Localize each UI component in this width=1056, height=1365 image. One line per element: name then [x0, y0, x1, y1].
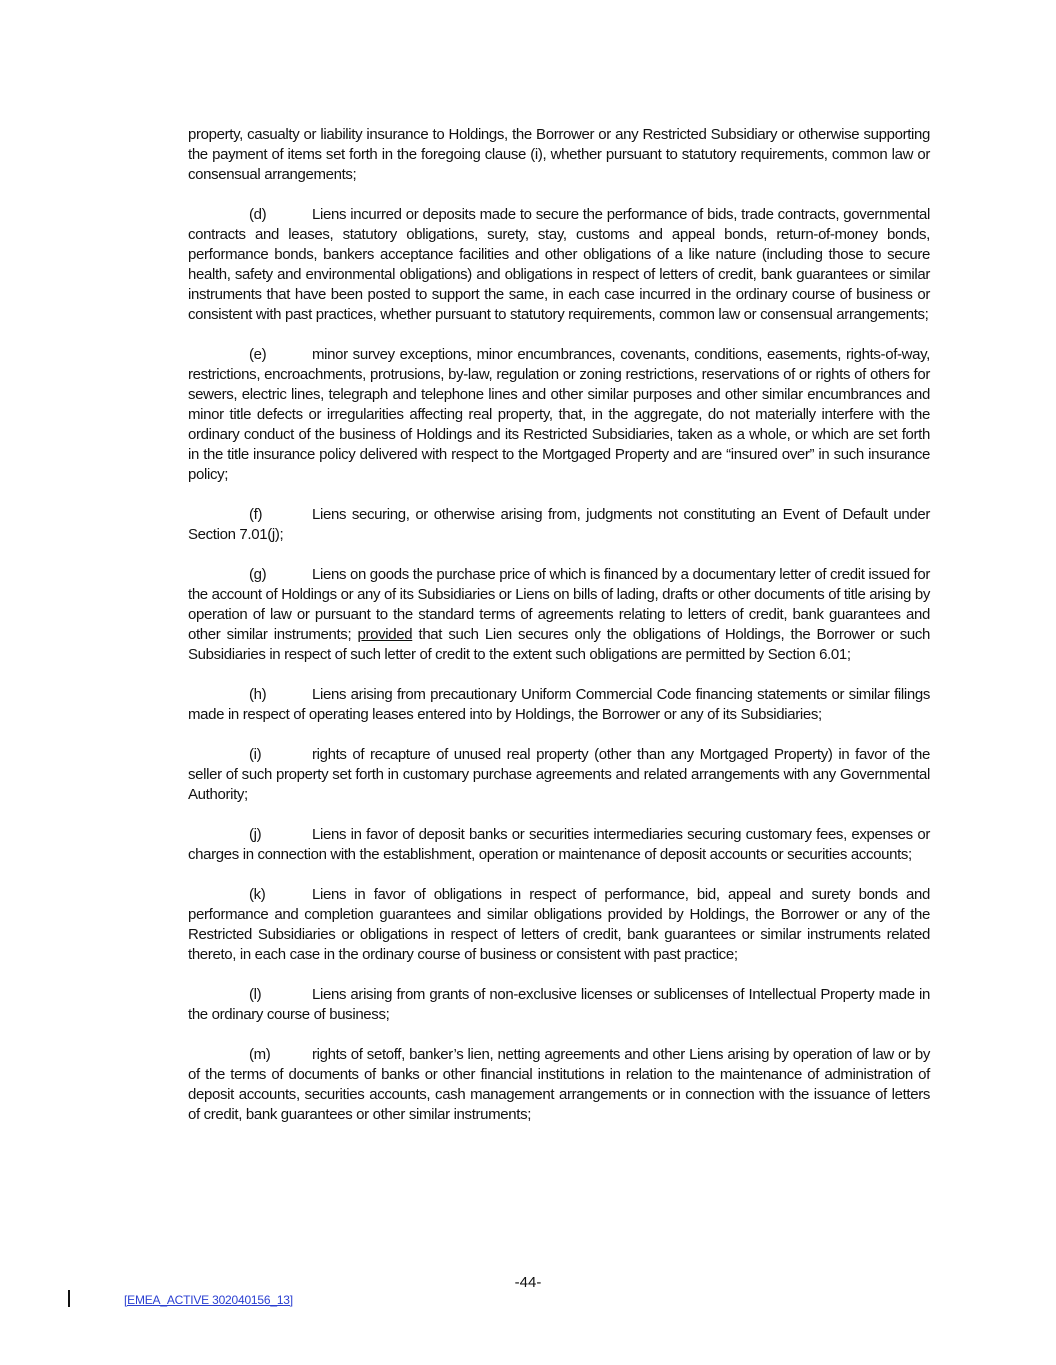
clause-i: [188, 745, 930, 805]
clause-label: (m): [249, 1046, 271, 1063]
clause-text: Liens securing, or otherwise arising from, judgments not constituting an Event of Default under Section 7.01(j);: [188, 506, 930, 543]
clause-label: (j): [249, 826, 262, 843]
clause-text: rights of recapture of unused real property (other than any Mortgaged Property) in favor of the seller of such property set forth in customary purchase agreements and related arrangements with any Governmental Authority;: [188, 746, 930, 803]
intro-paragraph: property, casualty or liability insurance to Holdings, the Borrower or any Restricted Subsidiary or otherwise supporting the payment of items set forth in the foregoing clause (i), whether pursuant to statutory requirements, common law or consensual arrangements;: [188, 126, 930, 183]
clause-j: [188, 825, 930, 865]
clause-text: Liens in favor of obligations in respect of performance, bid, appeal and surety bonds and performance and completion guarantees and similar obligations provided by Holdings, the Borrower or any of the Restricted Subsidiaries or obligations in respect of letters of credit, bank guarantees or similar instruments related thereto, in each case in the ordinary course of business or consistent with past practice;: [188, 886, 930, 963]
clause-text-before: Liens on goods the purchase price of which is financed by a documentary letter of credit issued for the account of Holdings or any of its Subsidiaries or Liens on bills of lading, drafts or other documents of title arising by operation of law or pursuant to the standard terms of agreements relating to letters of credit, bank guarantees and other similar instruments;: [188, 566, 930, 643]
change-bar: [68, 1290, 70, 1307]
clause-text: minor survey exceptions, minor encumbrances, covenants, conditions, easements, rights-of-way, restrictions, encroachments, protrusions, by-law, regulation or zoning restrictions, reservations of or rights of others for sewers, electric lines, telegraph and telephone lines and other similar purposes and other similar encumbrances and minor title defects or irregularities affecting real property, that, in the aggregate, do not materially interfere with the ordinary conduct of the business of Holdings and its Restricted Subsidiaries, taken as a whole, or which are set forth in the title insurance policy delivered with respect to the Mortgaged Property and are “insured over” in such insurance policy;: [188, 346, 930, 483]
clause-l: [188, 985, 930, 1025]
provided-term: provided: [357, 626, 413, 643]
clause-h: [188, 685, 930, 725]
clause-label: (h): [249, 686, 267, 703]
clause-g: [188, 565, 930, 665]
clause-text: Liens arising from grants of non-exclusive licenses or sublicenses of Intellectual Property made in the ordinary course of business;: [188, 986, 930, 1023]
clause-text: Liens incurred or deposits made to secure the performance of bids, trade contracts, governmental contracts and leases, statutory obligations, surety, stay, customs and appeal bonds, return-of-money bonds, performance bonds, bankers acceptance facilities and other obligations of a like nature (including those to secure health, safety and environmental obligations) and obligations in respect of letters of credit, bank guarantees or similar instruments that have been posted to support the same, in each case incurred in the ordinary course of business or consistent with past practices, whether pursuant to statutory requirements, common law or consensual arrangements;: [188, 206, 930, 323]
clause-text: Liens arising from precautionary Uniform Commercial Code financing statements or similar filings made in respect of operating leases entered into by Holdings, the Borrower or any of its Subsidiaries;: [188, 686, 930, 723]
document-reference-link[interactable]: [EMEA_ACTIVE 302040156_13]: [124, 1293, 293, 1307]
clause-f: [188, 505, 930, 545]
clause-k: [188, 885, 930, 965]
clause-text: Liens in favor of deposit banks or securities intermediaries securing customary fees, expenses or charges in connection with the establishment, operation or maintenance of deposit accounts or securities accounts;: [188, 826, 930, 863]
clause-d: [188, 205, 930, 325]
clause-text: rights of setoff, banker’s lien, netting agreements and other Liens arising by operation of law or by of the terms of documents of banks or other financial institutions in relation to the maintenance of administration of deposit accounts, securities accounts, cash management arrangements or in connection with the issuance of letters of credit, bank guarantees or other similar instruments;: [188, 1046, 930, 1123]
clause-text-after: that such Lien secures only the obligations of Holdings, the Borrower or such Subsidiaries in respect of such letter of credit to the extent such obligations are permitted by Section 6.01;: [188, 626, 930, 663]
clause-label: (d): [249, 206, 267, 223]
clause-label: (f): [249, 506, 263, 523]
clause-m: [188, 1045, 930, 1125]
clause-label: (k): [249, 886, 266, 903]
page-number: -44-: [514, 1274, 542, 1291]
clause-label: (e): [249, 346, 267, 363]
clause-label: (g): [249, 566, 267, 583]
clause-label: (i): [249, 746, 262, 763]
clause-e: [188, 345, 930, 485]
document-body: [188, 125, 930, 1145]
clause-label: (l): [249, 986, 262, 1003]
